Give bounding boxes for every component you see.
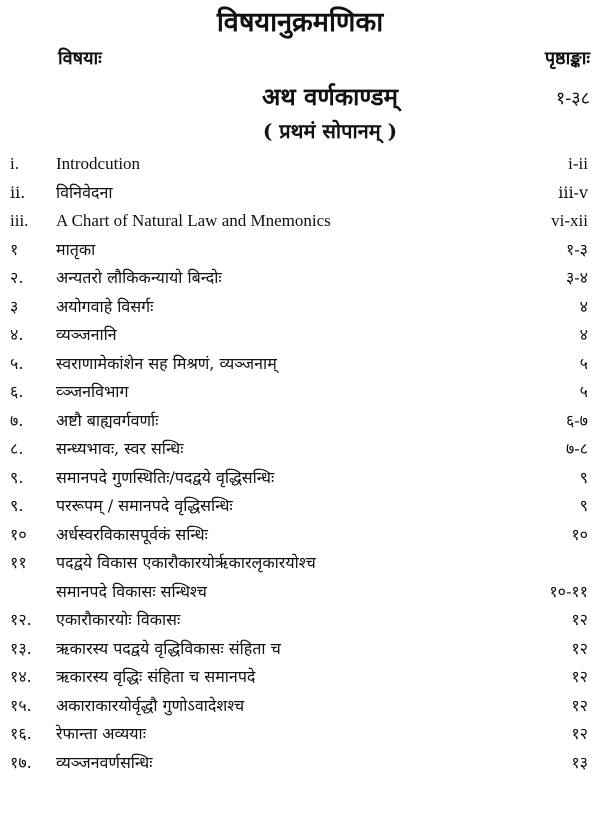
toc-entry: [0, 207, 600, 236]
entry-title: अष्टौ बाह्यवर्गवर्णाः: [56, 410, 159, 430]
toc-entry: [0, 606, 600, 635]
entry-page: १०: [571, 524, 588, 544]
entry-page: १-३: [565, 239, 588, 259]
entry-title: समानपदे गुणस्थितिः/पदद्वये वृद्धिसन्धिः: [56, 467, 275, 487]
entry-page: iii-v: [558, 182, 588, 202]
entry-page: ४: [579, 296, 588, 316]
entry-title: अयोगवाहे विसर्गः: [56, 296, 154, 316]
entry-number: १६.: [10, 724, 32, 743]
entry-number: iii.: [10, 211, 29, 230]
toc-entry: [0, 492, 600, 521]
toc-entry: [0, 749, 600, 778]
entry-title: विनिवेदना: [56, 182, 113, 202]
entry-title: एकारौकारयोः विकासः: [56, 610, 181, 629]
entry-number: i.: [10, 154, 19, 173]
toc-entry: [0, 407, 600, 436]
entry-number: १०: [10, 524, 27, 544]
entry-page: १२: [571, 724, 588, 743]
toc-entry: [0, 578, 600, 607]
toc-entry: [0, 720, 600, 749]
entry-number: १५.: [10, 695, 32, 715]
entry-title: व्यञ्जनानि: [56, 325, 117, 344]
entry-number: ४.: [10, 325, 24, 344]
entry-title: व्यञ्जनवर्णसन्धिः: [56, 752, 153, 772]
section-title: अथ वर्णकाण्डम्: [262, 82, 398, 111]
entry-title: पररूपम् / समानपदे वृद्धिसन्धिः: [56, 496, 233, 515]
entry-number: ९.: [10, 467, 24, 487]
entry-number: ६.: [10, 382, 24, 401]
toc-entry: [0, 549, 600, 578]
entry-page: ४: [579, 325, 588, 344]
entry-number: १४.: [10, 667, 32, 686]
toc-entry: [0, 464, 600, 493]
toc-entry: [0, 663, 600, 692]
subject-column-label: विषयाः: [58, 48, 102, 69]
entry-title: अन्यतरो लौकिकन्यायो बिन्दोः: [56, 268, 222, 287]
toc-entry: [0, 179, 600, 208]
entry-number: १७.: [10, 752, 32, 772]
entry-title: Introdcution: [56, 154, 141, 173]
entry-title: ऋकारस्य वृद्धिः संहिता च समानपदे: [56, 667, 256, 686]
entry-title: सन्ध्यभावः, स्वर सन्धिः: [56, 439, 184, 458]
entry-page: १२: [571, 667, 588, 686]
entry-page: ६-७: [565, 410, 588, 430]
entry-page: १२: [571, 610, 588, 629]
section-page-range: १-३८: [555, 88, 590, 109]
toc-entry: [0, 350, 600, 379]
toc-entry: [0, 321, 600, 350]
entry-number: ५.: [10, 353, 24, 373]
entry-title: व्ञ्जनविभाग: [56, 382, 129, 401]
entry-title: ऋकारस्य पदद्वये वृद्धिविकासः संहिता च: [56, 638, 281, 658]
entry-title: पदद्वये विकास एकारौकारयोर्ऋकारलृकारयोश्च: [56, 553, 316, 572]
entry-page: ९: [579, 467, 588, 487]
entry-page: i-ii: [568, 154, 588, 173]
entry-number: ८.: [10, 439, 24, 458]
entry-title: मातृका: [56, 239, 96, 259]
toc-entry: [0, 521, 600, 550]
entry-title: A Chart of Natural Law and Mnemonics: [56, 211, 331, 230]
entry-page: vi-xii: [551, 211, 588, 230]
entry-page: ७-८: [565, 439, 588, 458]
entry-number: १३.: [10, 638, 32, 658]
entry-page: ५: [579, 353, 588, 373]
toc-entry: [0, 293, 600, 322]
entry-number: ७.: [10, 410, 24, 430]
entry-title: स्वराणामेकांशेन सह मिश्रणं, व्यञ्जनाम्: [56, 353, 277, 373]
toc-entry: [0, 635, 600, 664]
toc-entry: [0, 150, 600, 179]
entry-number: ३: [10, 296, 19, 316]
entry-number: ९.: [10, 496, 24, 515]
toc-list: [0, 150, 600, 777]
entry-page: १२: [571, 638, 588, 658]
entry-title: रेफान्ता अव्ययाः: [56, 724, 146, 743]
entry-title: अर्धस्वरविकासपूर्वकं सन्धिः: [56, 524, 208, 544]
entry-number: ११: [10, 553, 27, 572]
toc-entry: [0, 264, 600, 293]
entry-page: ३-४: [565, 268, 588, 287]
entry-number: २.: [10, 268, 24, 287]
entry-page: १०-११: [549, 581, 588, 601]
entry-page: १३: [571, 752, 588, 772]
entry-title: अकाराकारयोर्वृद्धौ गुणोऽवादेशश्च: [56, 695, 245, 715]
toc-entry: [0, 378, 600, 407]
entry-number: ii.: [10, 182, 26, 202]
entry-page: १२: [571, 695, 588, 715]
entry-title: समानपदे विकासः सन्धिश्च: [56, 581, 207, 601]
entry-page: ५: [579, 382, 588, 401]
entry-page: ९: [579, 496, 588, 515]
page-title: विषयानुक्रमणिका: [216, 7, 384, 38]
page-column-label: पृष्ठाङ्काः: [544, 48, 590, 69]
entry-number: १२.: [10, 610, 32, 629]
toc-entry: [0, 692, 600, 721]
entry-number: १: [10, 239, 19, 259]
section-subtitle: ( प्रथमं सोपानम् ): [262, 119, 398, 143]
toc-entry: [0, 236, 600, 265]
toc-entry: [0, 435, 600, 464]
